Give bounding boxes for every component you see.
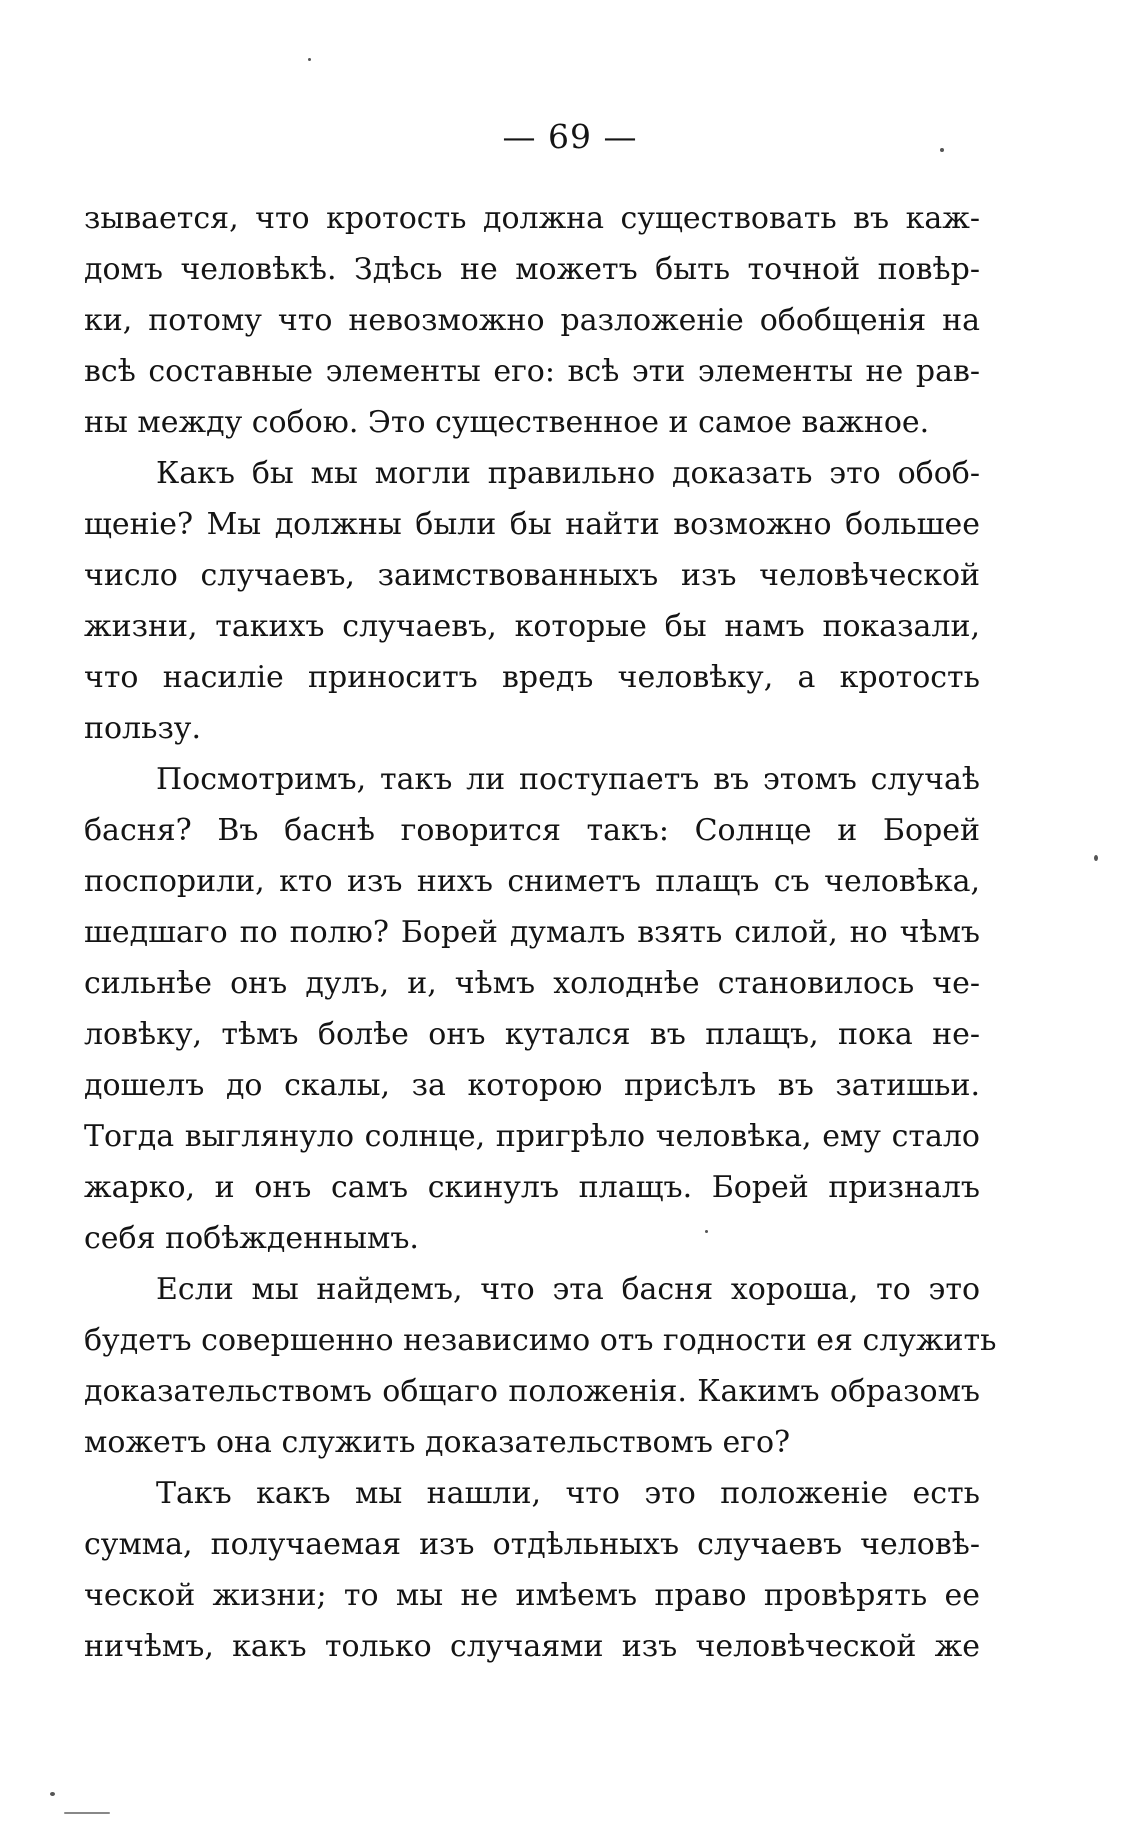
text-line: Такъ какъ мы нашли, что это положеніе есть: [156, 1476, 980, 1511]
scan-speck: [50, 1792, 55, 1796]
text-line: Если мы найдемъ, что эта басня хороша, то это: [156, 1272, 980, 1307]
text-line: себя побѣжденнымъ.: [84, 1221, 419, 1256]
text-line: ничѣмъ, какъ только случаями изъ человѣческой же: [84, 1629, 980, 1664]
text-line: пользу.: [84, 711, 201, 746]
text-line: ки, потому что невозможно разложеніе обобщенія на: [84, 303, 980, 338]
text-line: Посмотримъ, такъ ли поступаетъ въ этомъ случаѣ: [156, 762, 980, 797]
text-line: сумма, получаемая изъ отдѣльныхъ случаевъ человѣ-: [84, 1527, 980, 1562]
text-line: будетъ совершенно независимо отъ годности ея служить: [84, 1323, 997, 1358]
text-line: Тогда выглянуло солнце, пригрѣло человѣка, ему стало: [84, 1119, 980, 1154]
text-line: жарко, и онъ самъ скинулъ плащъ. Борей призналъ: [84, 1170, 980, 1205]
text-line: ловѣку, тѣмъ болѣе онъ кутался въ плащъ, пока не-: [84, 1017, 980, 1052]
page-number: — 69 —: [502, 117, 638, 156]
body-text: [84, 193, 997, 1672]
text-line: жизни, такихъ случаевъ, которые бы намъ показали,: [84, 609, 980, 644]
text-line: щеніе? Мы должны были бы найти возможно большее: [84, 507, 980, 542]
scan-speck: [1094, 855, 1098, 861]
text-line: всѣ составные элементы его: всѣ эти элементы не рав-: [84, 354, 980, 389]
text-line: ческой жизни; то мы не имѣемъ право провѣрять ее: [84, 1578, 980, 1613]
text-line: домъ человѣкѣ. Здѣсь не можетъ быть точной повѣр-: [84, 252, 980, 287]
text-line: что насиліе приноситъ вредъ человѣку, а кротость: [84, 660, 980, 695]
text-line: число случаевъ, заимствованныхъ изъ человѣческой: [84, 558, 980, 593]
text-line: шедшаго по полю? Борей думалъ взять силой, но чѣмъ: [84, 915, 980, 950]
text-line: басня? Въ баснѣ говорится такъ: Солнце и Борей: [84, 813, 980, 848]
scan-speck: [64, 1812, 110, 1814]
text-line: поспорили, кто изъ нихъ сниметъ плащъ съ человѣка,: [84, 864, 980, 899]
text-line: доказательствомъ общаго положенія. Какимъ образомъ: [84, 1374, 980, 1409]
scan-speck: [940, 148, 944, 152]
text-line: Какъ бы мы могли правильно доказать это обоб-: [156, 456, 980, 491]
text-line: дошелъ до скалы, за которою присѣлъ въ затишьи.: [84, 1068, 980, 1103]
text-line: можетъ она служить доказательствомъ его?: [84, 1425, 791, 1460]
text-line: зывается, что кротость должна существовать въ каж-: [84, 201, 980, 236]
scan-speck: [308, 58, 311, 61]
text-line: сильнѣе онъ дулъ, и, чѣмъ холоднѣе становилось че-: [84, 966, 980, 1001]
text-line: ны между собою. Это существенное и самое важное.: [84, 405, 930, 440]
scan-speck: [705, 1230, 708, 1233]
